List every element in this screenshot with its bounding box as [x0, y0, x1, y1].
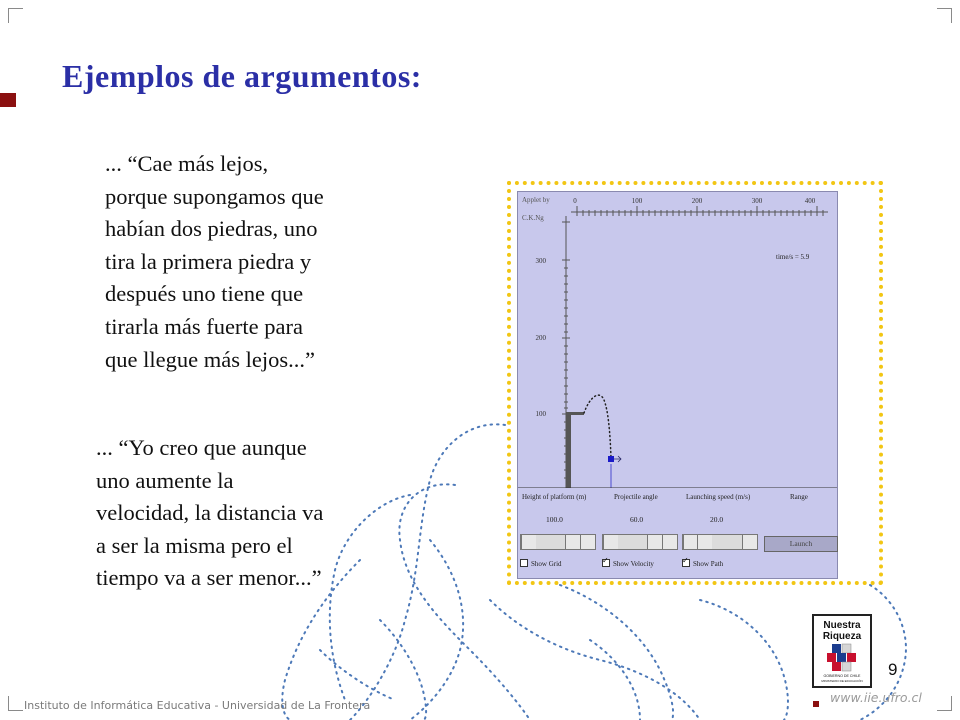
quote-one-line: habían dos piedras, uno: [105, 216, 318, 242]
y-tick-label: 100: [535, 410, 546, 418]
platform-height-label: Height of platform (m): [522, 493, 587, 501]
logo-line2: Riqueza: [822, 631, 862, 642]
quote-two: [96, 432, 323, 595]
velocity-arrow-icon: [614, 456, 621, 462]
projectile-applet: [517, 191, 838, 579]
applet-canvas: [518, 192, 837, 488]
range-label: Range: [790, 493, 808, 501]
show-path-checkbox[interactable]: [682, 559, 723, 568]
page-number: 9: [888, 660, 898, 679]
x-tick-label: 400: [804, 197, 816, 205]
corner-mark-bottom-right: [937, 696, 952, 711]
footer-institution: Instituto de Informática Educativa - Universidad de La Frontera: [24, 699, 371, 712]
y-tick-label: 200: [535, 334, 546, 342]
quote-one: [105, 148, 324, 376]
quote-one-line: ... “Cae más lejos,: [105, 151, 269, 176]
y-tick-label: 300: [535, 257, 546, 265]
x-tick-label: 0: [573, 197, 577, 205]
logo-graphic: [814, 616, 870, 686]
checkbox-checked-icon: [602, 559, 610, 567]
footer-marker: [813, 701, 819, 707]
applet-credit-line1: Applet by: [522, 196, 550, 204]
quote-one-line: que llegue más lejos...”: [105, 346, 315, 372]
show-grid-checkbox[interactable]: [520, 559, 562, 568]
platform-height-slider[interactable]: [520, 534, 596, 550]
projectile-marker: [608, 456, 614, 462]
quote-two-line: velocidad, la distancia va: [96, 500, 324, 526]
show-velocity-checkbox[interactable]: [602, 559, 654, 568]
corner-mark-top-left: [8, 8, 23, 23]
launch-speed-value: 20.0: [710, 515, 724, 524]
quote-two-line: a ser la misma pero el: [96, 532, 293, 558]
nuestra-riqueza-logo: [812, 614, 872, 688]
x-tick-label: 300: [751, 197, 763, 205]
quote-one-line: tirarla más fuerte para: [105, 313, 304, 339]
trajectory-path: [584, 395, 611, 458]
corner-mark-bottom-left: [8, 696, 23, 711]
logo-line3: GOBIERNO DE CHILE: [823, 674, 861, 678]
show-path-label: Show Path: [693, 560, 724, 568]
projectile-angle-label: Projectile angle: [614, 493, 658, 501]
x-tick-label: 200: [691, 197, 703, 205]
quote-two-line: uno aumente la: [96, 467, 234, 493]
quote-one-line: tira la primera piedra y: [105, 248, 312, 274]
quote-one-line: después uno tiene que: [105, 281, 304, 307]
projectile-angle-value: 60.0: [630, 515, 644, 524]
x-tick-label: 100: [631, 197, 643, 205]
checkbox-checked-icon: [682, 559, 690, 567]
platform-height-value: 100.0: [546, 515, 563, 524]
logo-line1: Nuestra: [823, 620, 861, 631]
quote-one-line: porque supongamos que: [105, 183, 324, 209]
logo-line4: MINISTERIO DE EDUCACIÓN: [821, 679, 863, 683]
title-marker: [0, 93, 16, 107]
checkbox-unchecked-icon: [520, 559, 528, 567]
platform-post: [566, 412, 571, 488]
slide-title: Ejemplos de argumentos:: [62, 58, 422, 94]
applet-credit-line2: C.K.Ng: [522, 214, 544, 222]
time-readout: time/s = 5.9: [776, 253, 810, 261]
launch-speed-slider[interactable]: [682, 534, 758, 550]
projectile-angle-slider[interactable]: [602, 534, 678, 550]
launch-speed-label: Launching speed (m/s): [686, 493, 751, 501]
quote-two-line: ... “Yo creo que aunque: [96, 435, 307, 460]
quote-two-line: tiempo va a ser menor...”: [96, 565, 322, 591]
launch-button[interactable]: Launch: [764, 536, 838, 552]
show-velocity-label: Show Velocity: [613, 560, 654, 568]
corner-mark-top-right: [937, 8, 952, 23]
footer-site-link[interactable]: www.iie.ufro.cl: [830, 690, 922, 705]
show-grid-label: Show Grid: [531, 560, 562, 568]
chile-flag-cubes-icon: [827, 644, 856, 671]
